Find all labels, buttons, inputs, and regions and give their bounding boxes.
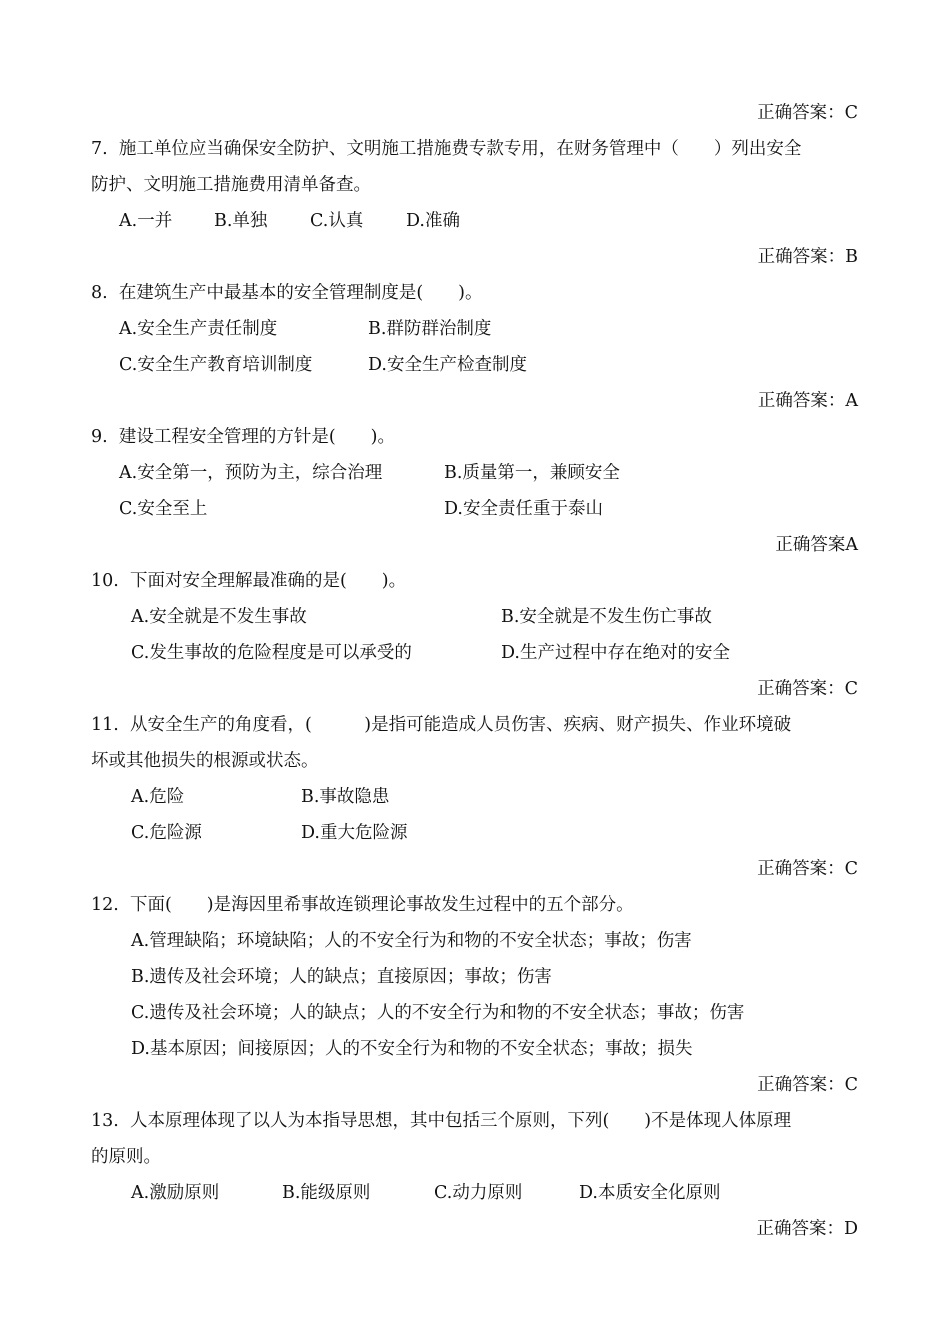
- option-d: D.准确: [406, 211, 460, 231]
- option-c: C.安全生产教育培训制度: [119, 355, 313, 375]
- question-text: 建设工程安全管理的方针是( )。: [118, 427, 395, 447]
- option-d: D.基本原因；间接原因；人的不安全行为和物的不安全状态；事故；损失: [131, 1039, 693, 1059]
- option-c: C.动力原则: [434, 1183, 523, 1203]
- question-text: 下面对安全理解最准确的是( )。: [129, 571, 407, 591]
- option-a: A.一并: [119, 211, 173, 231]
- option-b: B.遗传及社会环境；人的缺点；直接原因；事故；伤害: [131, 967, 552, 987]
- option-a: A.安全生产责任制度: [119, 319, 278, 339]
- option-a: A.管理缺陷；环境缺陷；人的不安全行为和物的不安全状态；事故；伤害: [131, 931, 692, 951]
- question-10-stem: [91, 569, 406, 593]
- question-number: 12.: [91, 895, 119, 915]
- question-9-stem: [91, 425, 395, 449]
- answer-label: 正确答案：C: [757, 1075, 858, 1095]
- question-text: 施工单位应当确保安全防护、文明施工措施费专款专用，在财务管理中（ ）列出安全: [118, 139, 802, 159]
- question-text: 下面( )是海因里希事故连锁理论事故发生过程中的五个部分。: [129, 895, 634, 915]
- option-c: C.发生事故的危险程度是可以承受的: [131, 643, 412, 663]
- option-d: D.本质安全化原则: [579, 1183, 721, 1203]
- question-12-stem: [91, 893, 634, 917]
- question-text: 在建筑生产中最基本的安全管理制度是( )。: [118, 283, 483, 303]
- question-number: 11.: [91, 715, 119, 735]
- answer-label: 正确答案：D: [756, 1219, 858, 1239]
- question-13-stem-cont: 的原则。: [91, 1147, 161, 1167]
- question-11-stem: [91, 713, 791, 737]
- question-13-stem: [91, 1109, 791, 1133]
- answer-label: 正确答案：C: [757, 859, 858, 879]
- answer-label: 正确答案：A: [757, 391, 858, 411]
- answer-label: 正确答案：B: [757, 247, 858, 267]
- question-number: 8.: [91, 283, 108, 303]
- option-c: C.安全至上: [119, 499, 208, 519]
- answer-label: 正确答案：C: [757, 679, 858, 699]
- option-b: B.安全就是不发生伤亡事故: [501, 607, 712, 627]
- option-b: B.事故隐患: [301, 787, 390, 807]
- answer-label: 正确答案A: [775, 535, 858, 555]
- option-c: C.认真: [310, 211, 364, 231]
- question-number: 9.: [91, 427, 108, 447]
- answer-label: 正确答案：C: [757, 103, 858, 123]
- question-text: 人本原理体现了以人为本指导思想，其中包括三个原则，下列( )不是体现人体原理: [129, 1111, 792, 1131]
- option-d: D.安全责任重于泰山: [444, 499, 603, 519]
- question-11-stem-cont: 坏或其他损失的根源或状态。: [91, 751, 319, 771]
- option-d: D.生产过程中存在绝对的安全: [501, 643, 730, 663]
- question-7-stem: [91, 137, 801, 161]
- option-b: B.能级原则: [282, 1183, 371, 1203]
- option-b: B.单独: [214, 211, 268, 231]
- option-a: A.危险: [131, 787, 185, 807]
- option-c: C.遗传及社会环境；人的缺点；人的不安全行为和物的不安全状态；事故；伤害: [131, 1003, 745, 1023]
- option-a: A.安全就是不发生事故: [131, 607, 307, 627]
- option-a: A.激励原则: [131, 1183, 220, 1203]
- question-number: 13.: [91, 1111, 119, 1131]
- option-b: B.质量第一，兼顾安全: [444, 463, 620, 483]
- question-7-stem-cont: 防护、文明施工措施费用清单备查。: [91, 175, 371, 195]
- question-number: 7.: [91, 139, 108, 159]
- option-b: B.群防群治制度: [368, 319, 492, 339]
- option-a: A.安全第一，预防为主，综合治理: [119, 463, 383, 483]
- option-c: C.危险源: [131, 823, 202, 843]
- option-d: D.安全生产检查制度: [368, 355, 527, 375]
- question-number: 10.: [91, 571, 119, 591]
- question-text: 从安全生产的角度看，( )是指可能造成人员伤害、疾病、财产损失、作业环境破: [129, 715, 792, 735]
- option-d: D.重大危险源: [301, 823, 408, 843]
- question-8-stem: [91, 281, 483, 305]
